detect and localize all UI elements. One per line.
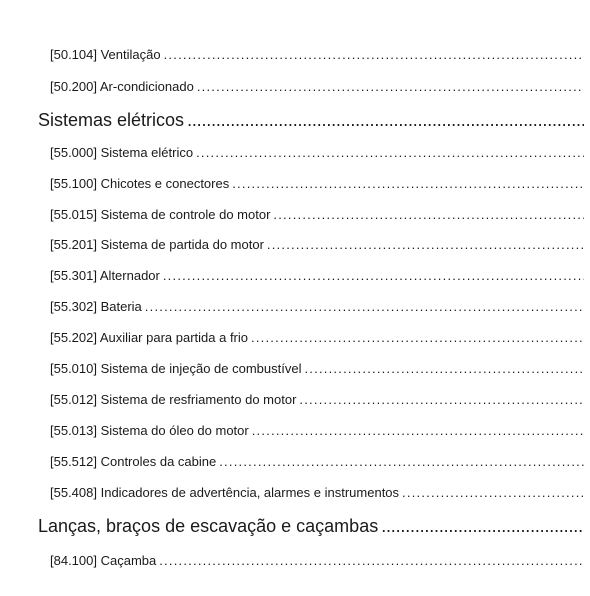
toc-entry-indicadores-de-advertencia[interactable] xyxy=(50,485,584,500)
toc-entry-label: [55.408] Indicadores de advertência, alarmes e instrumentos xyxy=(50,485,400,500)
toc-section-lancas-bracos-cacambas[interactable] xyxy=(38,516,584,537)
toc-entry-label: [55.302] Bateria xyxy=(50,299,142,314)
dot-leader xyxy=(299,392,584,407)
toc-entry-resfriamento-do-motor[interactable] xyxy=(50,392,584,407)
dot-leader xyxy=(267,237,584,252)
toc-entry-label: [55.010] Sistema de injeção de combustível xyxy=(50,361,302,376)
toc-entry-label: [55.013] Sistema do óleo do motor xyxy=(50,423,249,438)
toc-entry-chicotes-e-conectores[interactable] xyxy=(50,176,584,191)
toc-entry-label: [55.015] Sistema de controle do motor xyxy=(50,207,271,222)
toc-entry-label: [55.201] Sistema de partida do motor xyxy=(50,237,264,252)
toc-entry-label: [55.512] Controles da cabine xyxy=(50,454,217,469)
toc-entry-alternador[interactable] xyxy=(50,268,584,283)
dot-leader xyxy=(304,361,584,376)
toc-entry-partida-do-motor[interactable] xyxy=(50,237,584,252)
toc-entry-auxiliar-partida-a-frio[interactable] xyxy=(50,330,584,345)
dot-leader xyxy=(232,176,584,191)
toc-entry-label: [55.202] Auxiliar para partida a frio xyxy=(50,330,249,345)
dot-leader xyxy=(197,79,584,94)
toc-section-sistemas-eletricos[interactable] xyxy=(38,110,584,131)
dot-leader xyxy=(251,330,584,345)
toc-entry-ar-condicionado[interactable] xyxy=(50,79,584,94)
dot-leader xyxy=(145,299,584,314)
dot-leader xyxy=(164,47,584,62)
toc-entry-label: [55.012] Sistema de resfriamento do motor xyxy=(50,392,297,407)
toc-section-label: Sistemas elétricos xyxy=(38,110,185,130)
toc-entry-ventilacao[interactable] xyxy=(50,47,584,62)
dot-leader xyxy=(381,516,584,537)
toc-entry-label: [55.100] Chicotes e conectores xyxy=(50,176,230,191)
toc-entry-oleo-do-motor[interactable] xyxy=(50,423,584,438)
toc-entry-label: [84.100] Caçamba xyxy=(50,553,157,568)
dot-leader xyxy=(196,145,584,160)
dot-leader xyxy=(219,454,584,469)
toc-entry-label: [55.000] Sistema elétrico xyxy=(50,145,194,160)
dot-leader xyxy=(159,553,584,568)
toc-entry-controle-do-motor[interactable] xyxy=(50,207,584,222)
toc-entry-label: [55.301] Alternador xyxy=(50,268,160,283)
toc-entry-controles-da-cabine[interactable] xyxy=(50,454,584,469)
toc-entry-injecao-de-combustivel[interactable] xyxy=(50,361,584,376)
dot-leader xyxy=(187,110,584,131)
dot-leader xyxy=(402,485,584,500)
toc-entry-label: [50.104] Ventilação xyxy=(50,47,161,62)
toc-section-label: Lanças, braços de escavação e caçambas xyxy=(38,516,379,536)
dot-leader xyxy=(273,207,584,222)
toc-entry-label: [50.200] Ar-condicionado xyxy=(50,79,194,94)
toc-entry-bateria[interactable] xyxy=(50,299,584,314)
dot-leader xyxy=(163,268,584,283)
toc-entry-cacamba[interactable] xyxy=(50,553,584,568)
toc-entry-sistema-eletrico[interactable] xyxy=(50,145,584,160)
dot-leader xyxy=(252,423,584,438)
